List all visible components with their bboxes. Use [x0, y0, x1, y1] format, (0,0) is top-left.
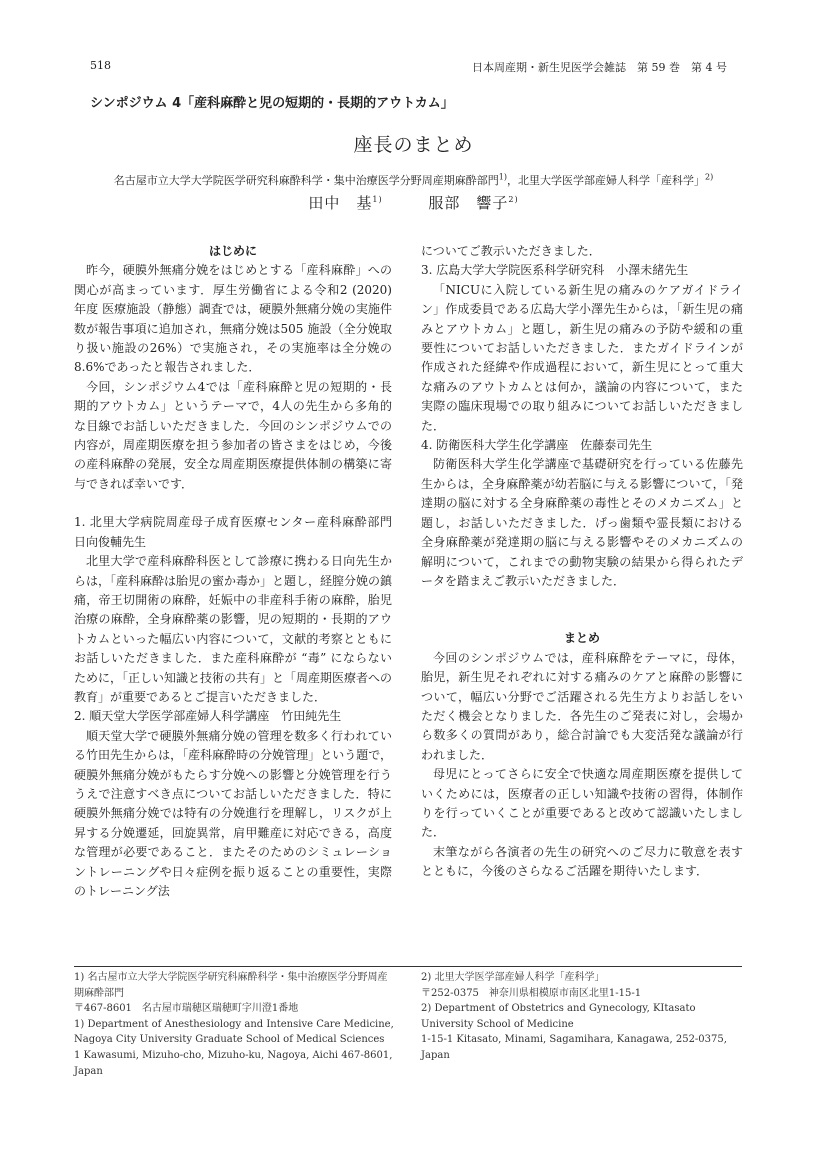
affiliation-1-marker: 1) [498, 172, 507, 182]
affiliations [0, 172, 827, 188]
affiliation-1: 名古屋市立大学大学院医学研究科麻酔科学・集中治療医学分野周産期麻酔部門 [113, 174, 499, 187]
spacer [421, 591, 743, 610]
paragraph: 「NICUに入院している新生児の痛みのケアガイドライン」作成委員である広島大学小澤先生からは，「新生児の痛みとアウトカム」と題し，新生児の痛みの予防や緩和の重要性についてお話しいただきました．またガイドラインが作成された経緯や作成過程において，新生児にとって重大な痛みのアウトカムとは何か，議論の内容について，また実際の臨床現場での取り組みについてお話しいただきました． [421, 282, 743, 433]
footnote-divider [74, 966, 742, 967]
speaker-line: についてご教示いただきました． [421, 244, 601, 258]
speaker-line: 4. 防衛医科大学生化学講座 佐藤泰司先生 [421, 438, 653, 453]
speaker-line: 3. 広島大学大学院医系科学研究科 小澤未緒先生 [421, 263, 689, 278]
spacer [421, 610, 743, 629]
footnote-line: 〒252-0375 神奈川県相模原市南区北里1-15-1 [421, 987, 642, 999]
footnote-line: 1) Department of Anesthesiology and Intensive Care Medicine, Nagoya City University Graduate School of Medical Sciences [74, 1018, 394, 1046]
paragraph: 昨今，硬膜外無痛分娩をはじめとする「産科麻酔」への関心が高まっています．厚生労働省による令和2 (2020) 年度 医療施設（静態）調査では，硬膜外無痛分娩の実施件数が報告事項に追加され，無痛分娩は505 施設（全分娩取り扱い施設の26%）で実施され，その実施率は全分娩の8.6%であったと報告されました． [74, 263, 392, 375]
section-heading: はじめに [208, 244, 257, 258]
paragraph: 北里大学で産科麻酔科医として診療に携わる日向先生からは，「産科麻酔は胎児の蜜か毒か」と題し，経膣分娩の鎮痛，帝王切開術の麻酔，妊娠中の非産科手術の麻酔，胎児治療の麻酔，全身麻酔薬の影響，児の短期的・長期的アウトカムといった幅広い内容について，文献的考察とともにお話しいただきました．また産科麻酔が “毒” にならないために，「正しい知識と技術の共有」と「周産期医療者への教育」が重要であるとご提言いただきました． [74, 554, 393, 704]
page-title: 座長のまとめ [353, 134, 474, 156]
footnote-line: 2) 北里大学医学部産婦人科学「産科学」 [421, 972, 605, 983]
author-2-marker: 2) [508, 195, 519, 204]
footnote-line: 〒467-8601 名古屋市瑞穂区瑞穂町字川澄1番地 [74, 1003, 299, 1015]
footnote-line: 1-15-1 Kitasato, Minami, Sagamihara, Kanagawa, 252-0375, Japan [421, 1034, 727, 1061]
journal-header: 日本周産期・新生児医学会雑誌 第 59 巻 第 4 号 [472, 61, 727, 74]
footnotes-right [421, 970, 743, 1064]
page-number: 518 [90, 59, 111, 72]
paragraph: 今回のシンポジウムでは，産科麻酔をテーマに，母体，胎児，新生児それぞれに対する痛みのケアと麻酔の影響について，幅広い分野でご活躍される先生方よりお話しをいただく機会となりました．各先生のご発表に対し，会場から数多くの質問があり，総合討論でも大変活発な議論が行われました． [421, 650, 743, 762]
author-1-marker: 1) [372, 195, 383, 204]
paragraph: 防衛医科大学生化学講座で基礎研究を行っている佐藤先生からは，全身麻酔薬が幼若脳に与える影響について，「発達期の脳に対する全身麻酔薬の毒性とそのメカニズム」と題し，お話しいただきました．げっ歯類や霊長類における全身麻酔薬が発達期の脳に与える影響やそのメカニズムの解明について，これまでの動物実験の結果から得られたデータを踏まえご教示いただきました． [421, 457, 743, 588]
affiliation-2: ，北里大学医学部産婦人科学「産科学」 [507, 174, 705, 187]
paragraph: 末筆ながら各演者の先生の研究へのご尽力に敬意を表すとともに，今後のさらなるご活躍を期待いたします． [421, 844, 743, 879]
left-column [74, 242, 405, 901]
paragraph: 母児にとってさらに安全で快適な周産期医療を提供していくためには，医療者の正しい知識や技術の習得，体制作りを行っていくことが重要であると改めて認識いたしました． [421, 767, 743, 840]
section-heading: まとめ [563, 631, 600, 646]
footnote-line: 2) Department of Obstetrics and Gynecology, KItasato University School of Medicine [421, 1003, 696, 1030]
paragraph: 今回，シンポジウム4では「産科麻酔と児の短期的・長期的アウトカム」というテーマで，4人の先生から多角的な目線でお話しいただきました．今回のシンポジウムでの内容が，周産期医療を担う参加者の皆さまをはじめ，今後の産科麻酔の発展，安全な周産期医療提供体制の構築に寄与できれば幸いです． [74, 379, 392, 491]
symposium-title: シンポジウム 4「産科麻酔と児の短期的・長期的アウトカム」 [90, 96, 454, 111]
right-column [421, 242, 743, 882]
author-2: 服部 響子 [428, 194, 509, 212]
author-list [0, 192, 827, 213]
author-1: 田中 基 [308, 194, 373, 212]
affiliation-2-marker: 2) [705, 172, 714, 182]
footnote-line: 1) 名古屋市立大学大学院医学研究科麻酔科学・集中治療医学分野周産期麻酔部門 [74, 972, 388, 999]
speaker-line: 2. 順天堂大学医学部産婦人科学講座 竹田純先生 [74, 709, 342, 724]
footnote-line: 1 Kawasumi, Mizuho-cho, Mizuho-ku, Nagoya, Aichi 467-8601, Japan [74, 1049, 393, 1077]
spacer [74, 494, 392, 513]
footnotes-left [74, 970, 394, 1079]
speaker-line: 1. 北里大学病院周産母子成育医療センター産科麻酔部門 日向俊輔先生 [74, 515, 405, 549]
paragraph: 順天堂大学で硬膜外無痛分娩の管理を数多く行われている竹田先生からは，「産科麻酔時の分娩管理」という題で，硬膜外無痛分娩がもたらす分娩への影響と分娩管理を行ううえで注意すべき点についてお話しいただきました．特に硬膜外無痛分娩では特有の分娩進行を理解し，リスクが上昇する分娩遷延，回旋異常，肩甲難産に対応できる，高度な管理が必要であること．またそのためのシミュレーショントレーニングや日々症例を振り返ることの重要性，実際のトレーニング法 [74, 728, 392, 898]
